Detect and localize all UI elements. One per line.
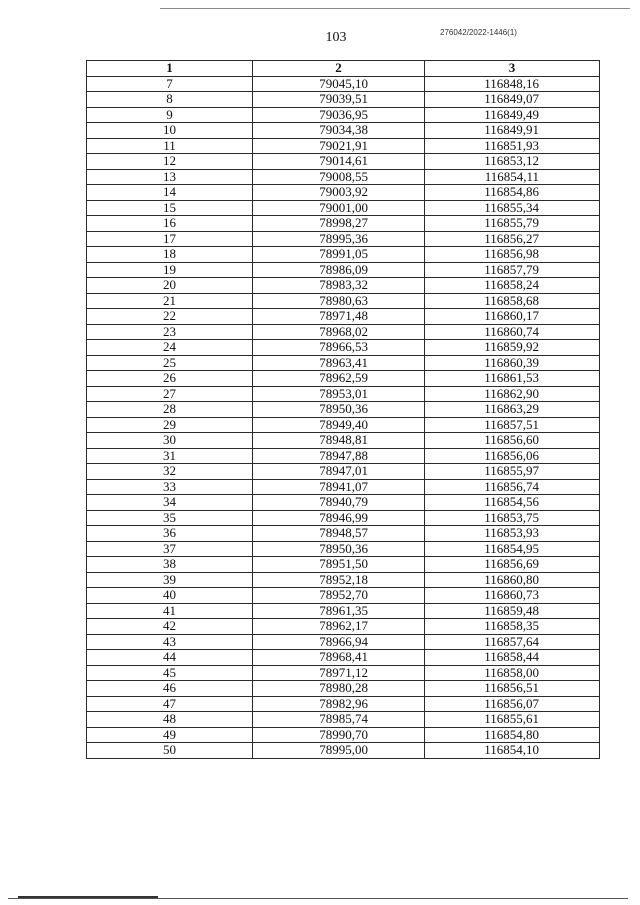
table-row bbox=[87, 603, 600, 619]
cell-y: 116853,93 bbox=[425, 526, 600, 542]
table-row bbox=[87, 588, 600, 604]
cell-y: 116860,39 bbox=[425, 355, 600, 371]
table-row bbox=[87, 510, 600, 526]
cell-y: 116854,80 bbox=[425, 727, 600, 743]
cell-x: 78952,18 bbox=[253, 572, 425, 588]
table-row bbox=[87, 526, 600, 542]
table-row bbox=[87, 262, 600, 278]
footer-rule bbox=[8, 898, 628, 899]
table-row bbox=[87, 665, 600, 681]
cell-y: 116857,51 bbox=[425, 417, 600, 433]
cell-x: 78971,48 bbox=[253, 309, 425, 325]
cell-point-number: 14 bbox=[87, 185, 253, 201]
cell-x: 78947,01 bbox=[253, 464, 425, 480]
cell-point-number: 32 bbox=[87, 464, 253, 480]
table-row bbox=[87, 169, 600, 185]
cell-y: 116857,79 bbox=[425, 262, 600, 278]
table-header-row bbox=[87, 61, 600, 77]
cell-x: 78946,99 bbox=[253, 510, 425, 526]
top-rule bbox=[160, 8, 630, 9]
table-row bbox=[87, 371, 600, 387]
table-row bbox=[87, 386, 600, 402]
cell-y: 116853,12 bbox=[425, 154, 600, 170]
table-row bbox=[87, 681, 600, 697]
cell-y: 116863,29 bbox=[425, 402, 600, 418]
table-row bbox=[87, 727, 600, 743]
cell-y: 116856,07 bbox=[425, 696, 600, 712]
table-row bbox=[87, 572, 600, 588]
table-row bbox=[87, 231, 600, 247]
cell-point-number: 50 bbox=[87, 743, 253, 759]
cell-y: 116856,51 bbox=[425, 681, 600, 697]
cell-x: 79034,38 bbox=[253, 123, 425, 139]
cell-x: 79021,91 bbox=[253, 138, 425, 154]
table-row bbox=[87, 495, 600, 511]
column-header-point-number: 1 bbox=[87, 61, 253, 77]
table-row bbox=[87, 278, 600, 294]
cell-x: 78950,36 bbox=[253, 541, 425, 557]
cell-x: 79008,55 bbox=[253, 169, 425, 185]
table-row bbox=[87, 324, 600, 340]
cell-x: 78941,07 bbox=[253, 479, 425, 495]
cell-y: 116856,69 bbox=[425, 557, 600, 573]
cell-x: 78948,57 bbox=[253, 526, 425, 542]
cell-x: 78951,50 bbox=[253, 557, 425, 573]
cell-x: 78985,74 bbox=[253, 712, 425, 728]
cell-y: 116855,79 bbox=[425, 216, 600, 232]
column-header-x: 2 bbox=[253, 61, 425, 77]
cell-point-number: 7 bbox=[87, 76, 253, 92]
table-row bbox=[87, 417, 600, 433]
cell-x: 78998,27 bbox=[253, 216, 425, 232]
cell-x: 78980,28 bbox=[253, 681, 425, 697]
cell-point-number: 24 bbox=[87, 340, 253, 356]
cell-y: 116851,93 bbox=[425, 138, 600, 154]
table-row bbox=[87, 433, 600, 449]
table-row bbox=[87, 619, 600, 635]
cell-point-number: 17 bbox=[87, 231, 253, 247]
cell-point-number: 47 bbox=[87, 696, 253, 712]
cell-point-number: 19 bbox=[87, 262, 253, 278]
cell-y: 116848,16 bbox=[425, 76, 600, 92]
table-row bbox=[87, 309, 600, 325]
cell-x: 78948,81 bbox=[253, 433, 425, 449]
cell-x: 79036,95 bbox=[253, 107, 425, 123]
cell-x: 79045,10 bbox=[253, 76, 425, 92]
cell-point-number: 33 bbox=[87, 479, 253, 495]
cell-y: 116859,48 bbox=[425, 603, 600, 619]
cell-point-number: 42 bbox=[87, 619, 253, 635]
cell-y: 116855,61 bbox=[425, 712, 600, 728]
table-row bbox=[87, 340, 600, 356]
cell-y: 116849,07 bbox=[425, 92, 600, 108]
cell-point-number: 16 bbox=[87, 216, 253, 232]
cell-x: 78982,96 bbox=[253, 696, 425, 712]
cell-point-number: 41 bbox=[87, 603, 253, 619]
cell-y: 116860,80 bbox=[425, 572, 600, 588]
document-reference: 276042/2022-1446(1) bbox=[440, 28, 517, 37]
table-row bbox=[87, 154, 600, 170]
cell-point-number: 37 bbox=[87, 541, 253, 557]
cell-point-number: 31 bbox=[87, 448, 253, 464]
cell-x: 78980,63 bbox=[253, 293, 425, 309]
cell-x: 78968,02 bbox=[253, 324, 425, 340]
table-row bbox=[87, 541, 600, 557]
cell-y: 116858,44 bbox=[425, 650, 600, 666]
cell-point-number: 25 bbox=[87, 355, 253, 371]
cell-y: 116855,34 bbox=[425, 200, 600, 216]
cell-x: 78949,40 bbox=[253, 417, 425, 433]
cell-point-number: 20 bbox=[87, 278, 253, 294]
cell-x: 78963,41 bbox=[253, 355, 425, 371]
cell-point-number: 10 bbox=[87, 123, 253, 139]
cell-point-number: 29 bbox=[87, 417, 253, 433]
cell-y: 116856,98 bbox=[425, 247, 600, 263]
cell-point-number: 40 bbox=[87, 588, 253, 604]
cell-point-number: 27 bbox=[87, 386, 253, 402]
cell-x: 78995,36 bbox=[253, 231, 425, 247]
cell-y: 116856,27 bbox=[425, 231, 600, 247]
cell-x: 79003,92 bbox=[253, 185, 425, 201]
cell-y: 116855,97 bbox=[425, 464, 600, 480]
cell-y: 116858,24 bbox=[425, 278, 600, 294]
cell-x: 78962,17 bbox=[253, 619, 425, 635]
table-row bbox=[87, 634, 600, 650]
cell-point-number: 46 bbox=[87, 681, 253, 697]
cell-x: 78990,70 bbox=[253, 727, 425, 743]
cell-point-number: 38 bbox=[87, 557, 253, 573]
cell-y: 116858,35 bbox=[425, 619, 600, 635]
cell-x: 78947,88 bbox=[253, 448, 425, 464]
cell-point-number: 44 bbox=[87, 650, 253, 666]
cell-point-number: 43 bbox=[87, 634, 253, 650]
cell-y: 116854,11 bbox=[425, 169, 600, 185]
table-body bbox=[87, 76, 600, 758]
cell-x: 78971,12 bbox=[253, 665, 425, 681]
cell-point-number: 23 bbox=[87, 324, 253, 340]
cell-point-number: 9 bbox=[87, 107, 253, 123]
cell-point-number: 34 bbox=[87, 495, 253, 511]
cell-y: 116858,00 bbox=[425, 665, 600, 681]
cell-y: 116856,60 bbox=[425, 433, 600, 449]
table-row bbox=[87, 138, 600, 154]
cell-y: 116856,74 bbox=[425, 479, 600, 495]
table-row bbox=[87, 123, 600, 139]
cell-x: 78950,36 bbox=[253, 402, 425, 418]
cell-x: 79001,00 bbox=[253, 200, 425, 216]
cell-point-number: 35 bbox=[87, 510, 253, 526]
cell-y: 116862,90 bbox=[425, 386, 600, 402]
table-row bbox=[87, 479, 600, 495]
table-row bbox=[87, 557, 600, 573]
cell-y: 116858,68 bbox=[425, 293, 600, 309]
cell-point-number: 15 bbox=[87, 200, 253, 216]
table-row bbox=[87, 402, 600, 418]
table-row bbox=[87, 696, 600, 712]
cell-point-number: 36 bbox=[87, 526, 253, 542]
cell-x: 78952,70 bbox=[253, 588, 425, 604]
cell-point-number: 22 bbox=[87, 309, 253, 325]
cell-x: 79039,51 bbox=[253, 92, 425, 108]
cell-y: 116854,10 bbox=[425, 743, 600, 759]
cell-y: 116860,17 bbox=[425, 309, 600, 325]
cell-point-number: 45 bbox=[87, 665, 253, 681]
cell-y: 116856,06 bbox=[425, 448, 600, 464]
cell-x: 78968,41 bbox=[253, 650, 425, 666]
cell-y: 116860,74 bbox=[425, 324, 600, 340]
table-row bbox=[87, 650, 600, 666]
cell-point-number: 18 bbox=[87, 247, 253, 263]
column-header-y: 3 bbox=[425, 61, 600, 77]
table-row bbox=[87, 712, 600, 728]
cell-point-number: 21 bbox=[87, 293, 253, 309]
cell-x: 78962,59 bbox=[253, 371, 425, 387]
cell-x: 78953,01 bbox=[253, 386, 425, 402]
cell-x: 78966,94 bbox=[253, 634, 425, 650]
table-row bbox=[87, 355, 600, 371]
table-row bbox=[87, 293, 600, 309]
cell-point-number: 12 bbox=[87, 154, 253, 170]
page-number: 103 bbox=[325, 30, 347, 45]
cell-x: 78991,05 bbox=[253, 247, 425, 263]
cell-point-number: 49 bbox=[87, 727, 253, 743]
cell-x: 78961,35 bbox=[253, 603, 425, 619]
table-row bbox=[87, 247, 600, 263]
table-row bbox=[87, 92, 600, 108]
cell-y: 116854,86 bbox=[425, 185, 600, 201]
table-row bbox=[87, 200, 600, 216]
table-row bbox=[87, 107, 600, 123]
cell-y: 116861,53 bbox=[425, 371, 600, 387]
cell-y: 116854,95 bbox=[425, 541, 600, 557]
coordinates-table bbox=[86, 60, 600, 759]
cell-y: 116853,75 bbox=[425, 510, 600, 526]
cell-x: 78986,09 bbox=[253, 262, 425, 278]
cell-x: 79014,61 bbox=[253, 154, 425, 170]
cell-y: 116859,92 bbox=[425, 340, 600, 356]
cell-point-number: 48 bbox=[87, 712, 253, 728]
cell-x: 78983,32 bbox=[253, 278, 425, 294]
cell-point-number: 30 bbox=[87, 433, 253, 449]
table-row bbox=[87, 743, 600, 759]
table-row bbox=[87, 185, 600, 201]
table-row bbox=[87, 448, 600, 464]
cell-y: 116857,64 bbox=[425, 634, 600, 650]
cell-x: 78940,79 bbox=[253, 495, 425, 511]
cell-y: 116854,56 bbox=[425, 495, 600, 511]
cell-y: 116849,49 bbox=[425, 107, 600, 123]
cell-point-number: 28 bbox=[87, 402, 253, 418]
table-row bbox=[87, 76, 600, 92]
cell-y: 116849,91 bbox=[425, 123, 600, 139]
cell-x: 78995,00 bbox=[253, 743, 425, 759]
cell-point-number: 11 bbox=[87, 138, 253, 154]
table-row bbox=[87, 216, 600, 232]
cell-point-number: 26 bbox=[87, 371, 253, 387]
cell-point-number: 8 bbox=[87, 92, 253, 108]
cell-point-number: 39 bbox=[87, 572, 253, 588]
cell-y: 116860,73 bbox=[425, 588, 600, 604]
cell-x: 78966,53 bbox=[253, 340, 425, 356]
table-row bbox=[87, 464, 600, 480]
cell-point-number: 13 bbox=[87, 169, 253, 185]
